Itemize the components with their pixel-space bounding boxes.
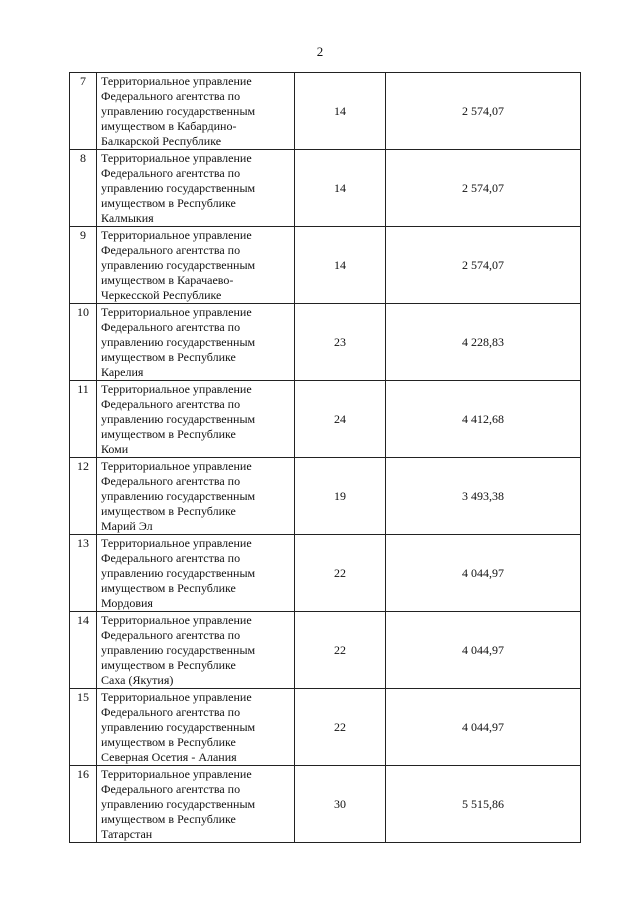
table-row [70, 150, 581, 227]
organization-name-line: Федерального агентства по [101, 782, 241, 796]
organization-name-line: управлению государственным [101, 104, 256, 118]
organization-name-line: управлению государственным [101, 643, 256, 657]
organization-name-line: имуществом в Карачаево- [101, 273, 234, 287]
organization-name-line: Черкесской Республике [101, 288, 222, 302]
organization-name-line: имуществом в Республике [101, 812, 236, 826]
organization-name-line: Коми [101, 442, 129, 456]
organization-name-line: имуществом в Республике [101, 196, 236, 210]
organization-name-line: Северная Осетия - Алания [101, 750, 237, 764]
organization-name-line: имуществом в Республике [101, 504, 236, 518]
organization-name-line: Саха (Якутия) [101, 673, 174, 687]
organization-name-line: Территориальное управление [101, 228, 252, 242]
organization-name [97, 612, 295, 689]
organization-name [97, 535, 295, 612]
organization-name-line: управлению государственным [101, 797, 256, 811]
organization-name-line: Территориальное управление [101, 459, 252, 473]
amount-cell: 5 515,86 [386, 766, 581, 843]
organization-name-line: Территориальное управление [101, 74, 252, 88]
row-number: 13 [70, 535, 97, 612]
page-number: 2 [316, 44, 324, 59]
organization-name [97, 304, 295, 381]
row-number: 9 [70, 227, 97, 304]
quantity-cell: 22 [295, 612, 386, 689]
organization-name-line: Территориальное управление [101, 767, 252, 781]
organization-name-line: Территориальное управление [101, 690, 252, 704]
organization-name-line: Федерального агентства по [101, 551, 241, 565]
quantity-cell: 19 [295, 458, 386, 535]
organization-name-line: имуществом в Республике [101, 658, 236, 672]
organization-name-line: имуществом в Кабардино- [101, 119, 237, 133]
amount-cell: 2 574,07 [386, 227, 581, 304]
amount-cell: 4 044,97 [386, 535, 581, 612]
organization-name-line: Территориальное управление [101, 151, 252, 165]
table-row [70, 381, 581, 458]
table-row [70, 227, 581, 304]
organization-name-line: Мордовия [101, 596, 153, 610]
organization-name-line: Федерального агентства по [101, 628, 241, 642]
organization-name [97, 458, 295, 535]
organization-name-line: Федерального агентства по [101, 320, 241, 334]
organization-name-line: Территориальное управление [101, 382, 252, 396]
quantity-cell: 22 [295, 689, 386, 766]
organization-name-line: имуществом в Республике [101, 350, 236, 364]
organization-name-line: Балкарской Республике [101, 134, 222, 148]
organization-name-line: управлению государственным [101, 181, 256, 195]
organization-name-line: имуществом в Республике [101, 735, 236, 749]
organization-name-line: имуществом в Республике [101, 581, 236, 595]
organization-name-line: управлению государственным [101, 489, 256, 503]
quantity-cell: 23 [295, 304, 386, 381]
table-row [70, 612, 581, 689]
organization-name-line: Марий Эл [101, 519, 153, 533]
organization-name-line: Карелия [101, 365, 144, 379]
organization-name-line: Татарстан [101, 827, 153, 841]
row-number: 7 [70, 73, 97, 150]
quantity-cell: 14 [295, 150, 386, 227]
table-body [70, 73, 581, 843]
table-row [70, 304, 581, 381]
organization-name-line: управлению государственным [101, 566, 256, 580]
amount-cell: 4 044,97 [386, 689, 581, 766]
organization-name-line: Территориальное управление [101, 613, 252, 627]
quantity-cell: 22 [295, 535, 386, 612]
organization-name-line: Калмыкия [101, 211, 154, 225]
organization-name-line: управлению государственным [101, 335, 256, 349]
organization-name-line: Территориальное управление [101, 305, 252, 319]
table-row [70, 73, 581, 150]
row-number: 11 [70, 381, 97, 458]
organization-name-line: Федерального агентства по [101, 705, 241, 719]
table-row [70, 766, 581, 843]
quantity-cell: 30 [295, 766, 386, 843]
quantity-cell: 14 [295, 227, 386, 304]
organization-name [97, 150, 295, 227]
table-row [70, 458, 581, 535]
amount-cell: 4 044,97 [386, 612, 581, 689]
organization-name [97, 73, 295, 150]
row-number: 10 [70, 304, 97, 381]
organization-name [97, 227, 295, 304]
organization-name [97, 766, 295, 843]
table-row [70, 535, 581, 612]
amount-cell: 3 493,38 [386, 458, 581, 535]
organization-name-line: управлению государственным [101, 258, 256, 272]
organization-name-line: Федерального агентства по [101, 166, 241, 180]
organization-name-line: Территориальное управление [101, 536, 252, 550]
organization-name-line: Федерального агентства по [101, 89, 241, 103]
amount-cell: 4 228,83 [386, 304, 581, 381]
organization-name-line: управлению государственным [101, 412, 256, 426]
row-number: 15 [70, 689, 97, 766]
row-number: 14 [70, 612, 97, 689]
organization-name-line: Федерального агентства по [101, 243, 241, 257]
row-number: 12 [70, 458, 97, 535]
amount-cell: 2 574,07 [386, 73, 581, 150]
organization-name-line: управлению государственным [101, 720, 256, 734]
allocation-table [69, 72, 581, 843]
quantity-cell: 24 [295, 381, 386, 458]
row-number: 16 [70, 766, 97, 843]
row-number: 8 [70, 150, 97, 227]
organization-name-line: имуществом в Республике [101, 427, 236, 441]
amount-cell: 4 412,68 [386, 381, 581, 458]
table-row [70, 689, 581, 766]
organization-name [97, 381, 295, 458]
organization-name-line: Федерального агентства по [101, 397, 241, 411]
quantity-cell: 14 [295, 73, 386, 150]
organization-name-line: Федерального агентства по [101, 474, 241, 488]
organization-name [97, 689, 295, 766]
amount-cell: 2 574,07 [386, 150, 581, 227]
